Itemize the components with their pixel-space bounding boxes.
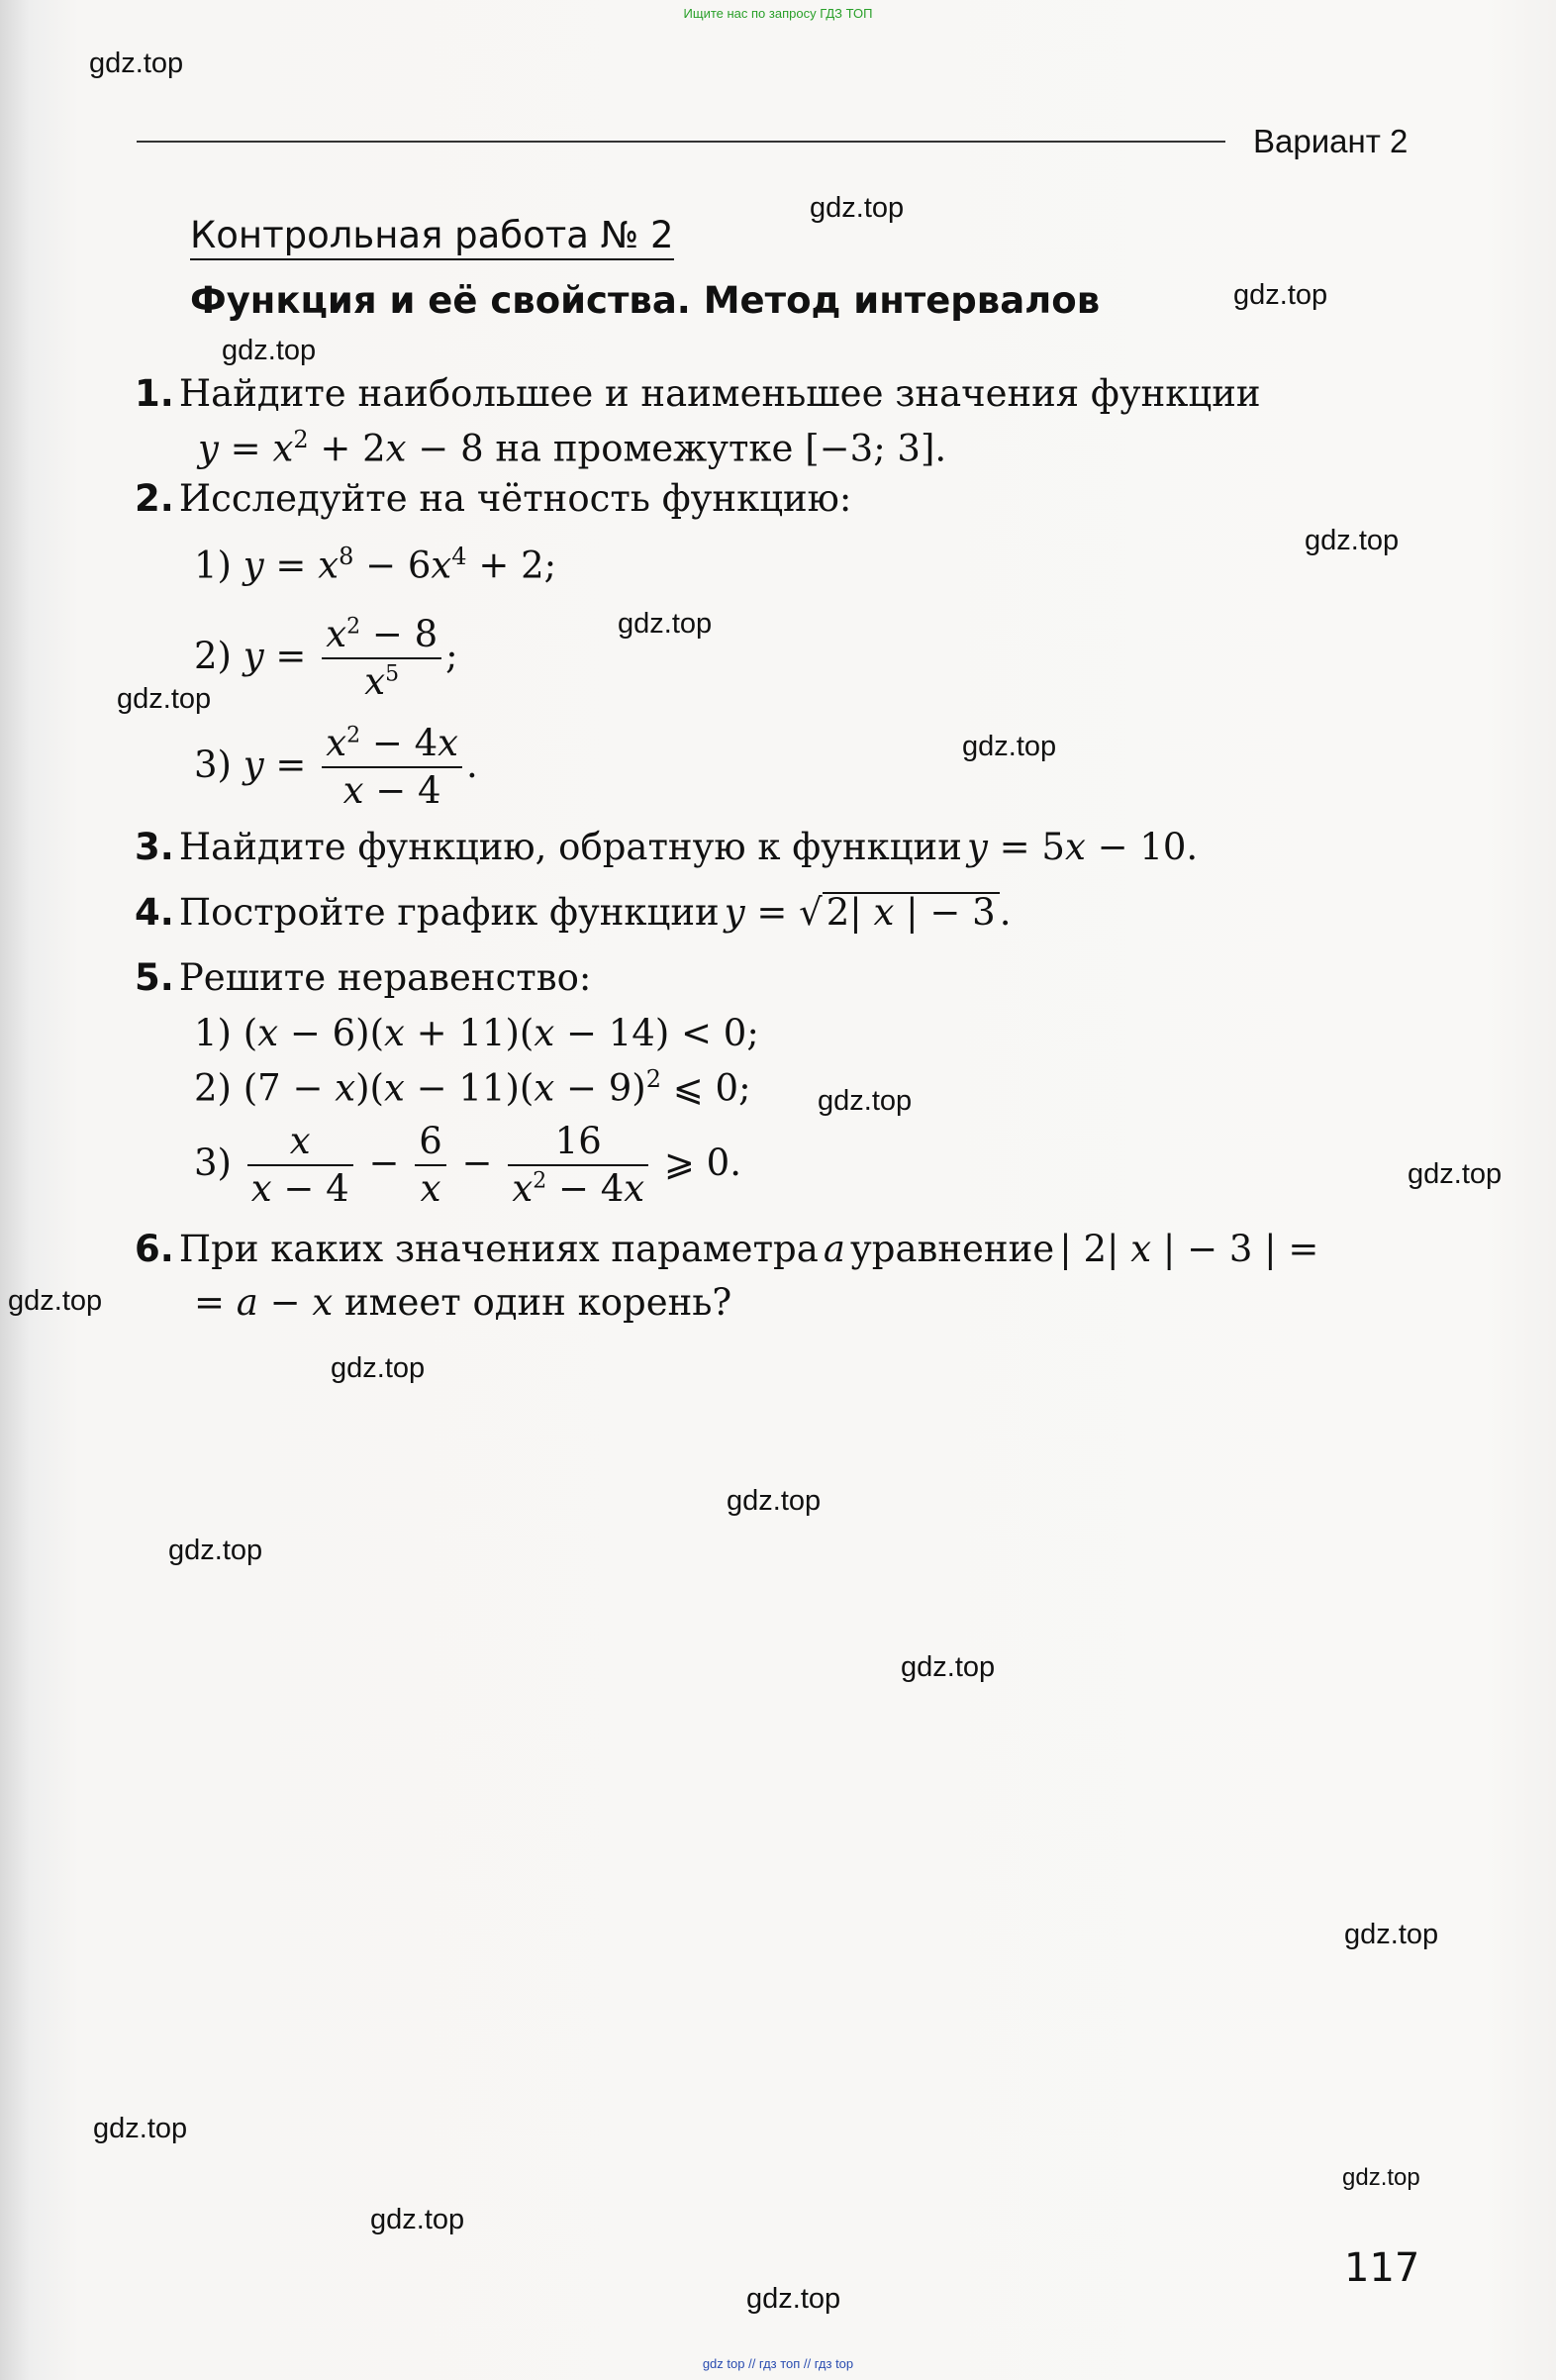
task-5-item-3: 3) $\frac{x}{x - 4}$ − $\frac{6}{x}$ − $\frac{16}{x^2 - 4x}$ ⩾ 0. bbox=[194, 1120, 741, 1211]
task-6-text-3: имеет один корень? bbox=[344, 1281, 732, 1324]
watermark: gdz.top bbox=[818, 1085, 913, 1117]
watermark: gdz.top bbox=[1233, 279, 1328, 311]
task-3: 3. Найдите функцию, обратную к функции y = 5x − 10. bbox=[135, 826, 1199, 868]
test-title: Контрольная работа № 2 bbox=[190, 216, 674, 260]
watermark: gdz.top bbox=[331, 1352, 426, 1384]
task-2-text: Исследуйте на чётность функцию: bbox=[178, 477, 852, 520]
task-5 bbox=[135, 956, 591, 999]
task-1-text: Найдите наибольшее и наименьшее значения функции bbox=[178, 372, 1261, 415]
task-6-line-2: = a − x имеет один корень? bbox=[194, 1281, 732, 1324]
task-1-number: 1. bbox=[135, 372, 174, 415]
watermark: gdz.top bbox=[168, 1535, 263, 1566]
variant-label: Вариант 2 bbox=[1253, 123, 1409, 159]
task-2-item-2-label: 2) bbox=[194, 634, 232, 677]
task-2-item-1-label: 1) bbox=[194, 544, 232, 587]
watermark: gdz.top bbox=[1408, 1158, 1503, 1190]
watermark: gdz.top bbox=[222, 335, 317, 366]
task-2-item-3-label: 3) bbox=[194, 743, 232, 786]
watermark: gdz.top bbox=[810, 192, 905, 224]
task-2-number: 2. bbox=[135, 477, 174, 520]
watermark: gdz.top bbox=[117, 683, 212, 715]
test-subtitle: Функция и её свойства. Метод интервалов bbox=[190, 279, 1101, 322]
watermark: gdz.top bbox=[1305, 525, 1400, 556]
task-2 bbox=[135, 477, 851, 520]
watermark: gdz.top bbox=[901, 1651, 996, 1683]
task-4-number: 4. bbox=[135, 891, 174, 934]
task-2-item-3: 3) y = $\frac{x^2 - 4x}{x - 4}$ . bbox=[194, 722, 478, 813]
header-rule bbox=[137, 141, 1225, 143]
top-search-banner[interactable]: Ищите нас по запросу ГДЗ ТОП bbox=[683, 6, 873, 21]
task-3-number: 3. bbox=[135, 826, 174, 868]
task-6: 6. При каких значениях параметра a уравнение | 2| x | − 3 | = bbox=[135, 1228, 1319, 1270]
watermark: gdz.top bbox=[1344, 1919, 1439, 1950]
task-6-text-2: уравнение bbox=[850, 1228, 1055, 1270]
page-number: 117 bbox=[1344, 2245, 1420, 2291]
watermark: gdz.top bbox=[618, 608, 713, 640]
bottom-links[interactable]: gdz top // гдз топ // гдз top bbox=[702, 2356, 854, 2371]
watermark: gdz.top bbox=[89, 48, 184, 79]
task-5-item-1-label: 1) bbox=[194, 1012, 232, 1054]
task-1-interval: на промежутке [−3; 3]. bbox=[495, 427, 947, 470]
task-4-text: Постройте график функции bbox=[178, 891, 720, 934]
watermark: gdz.top bbox=[370, 2204, 465, 2235]
watermark: gdz.top bbox=[962, 731, 1057, 762]
task-5-number: 5. bbox=[135, 956, 174, 999]
watermark: gdz.top bbox=[727, 1485, 822, 1517]
task-5-text: Решите неравенство: bbox=[178, 956, 592, 999]
watermark: gdz.top bbox=[93, 2113, 188, 2144]
task-2-item-2: 2) y = $\frac{x^2 - 8}{x^5}$ ; bbox=[194, 613, 458, 704]
task-5-item-3-label: 3) bbox=[194, 1140, 232, 1184]
task-4: 4. Постройте график функции y = √ 2| x | − 3 . bbox=[135, 891, 1012, 934]
task-3-text: Найдите функцию, обратную к функции bbox=[178, 826, 962, 868]
task-6-text: При каких значениях параметра bbox=[178, 1228, 819, 1270]
task-5-item-2-label: 2) bbox=[194, 1066, 232, 1110]
task-1-function: $y = x^2 + 2x - 8$ на промежутке [−3; 3]. bbox=[198, 426, 947, 470]
task-5-item-1: 1) (x − 6)(x + 11)(x − 14) < 0; bbox=[194, 1012, 759, 1054]
task-5-item-2: 2) $(7 - x)(x - 11)(x - 9)^2$ ⩽ 0; bbox=[194, 1065, 751, 1110]
watermark: gdz.top bbox=[1342, 2164, 1420, 2191]
watermark: gdz.top bbox=[8, 1285, 103, 1317]
watermark: gdz.top bbox=[746, 2283, 841, 2315]
task-6-number: 6. bbox=[135, 1228, 174, 1270]
task-2-item-1: 1) $y = x^8 - 6x^4 + 2$; bbox=[194, 543, 557, 587]
task-1 bbox=[135, 372, 1261, 415]
